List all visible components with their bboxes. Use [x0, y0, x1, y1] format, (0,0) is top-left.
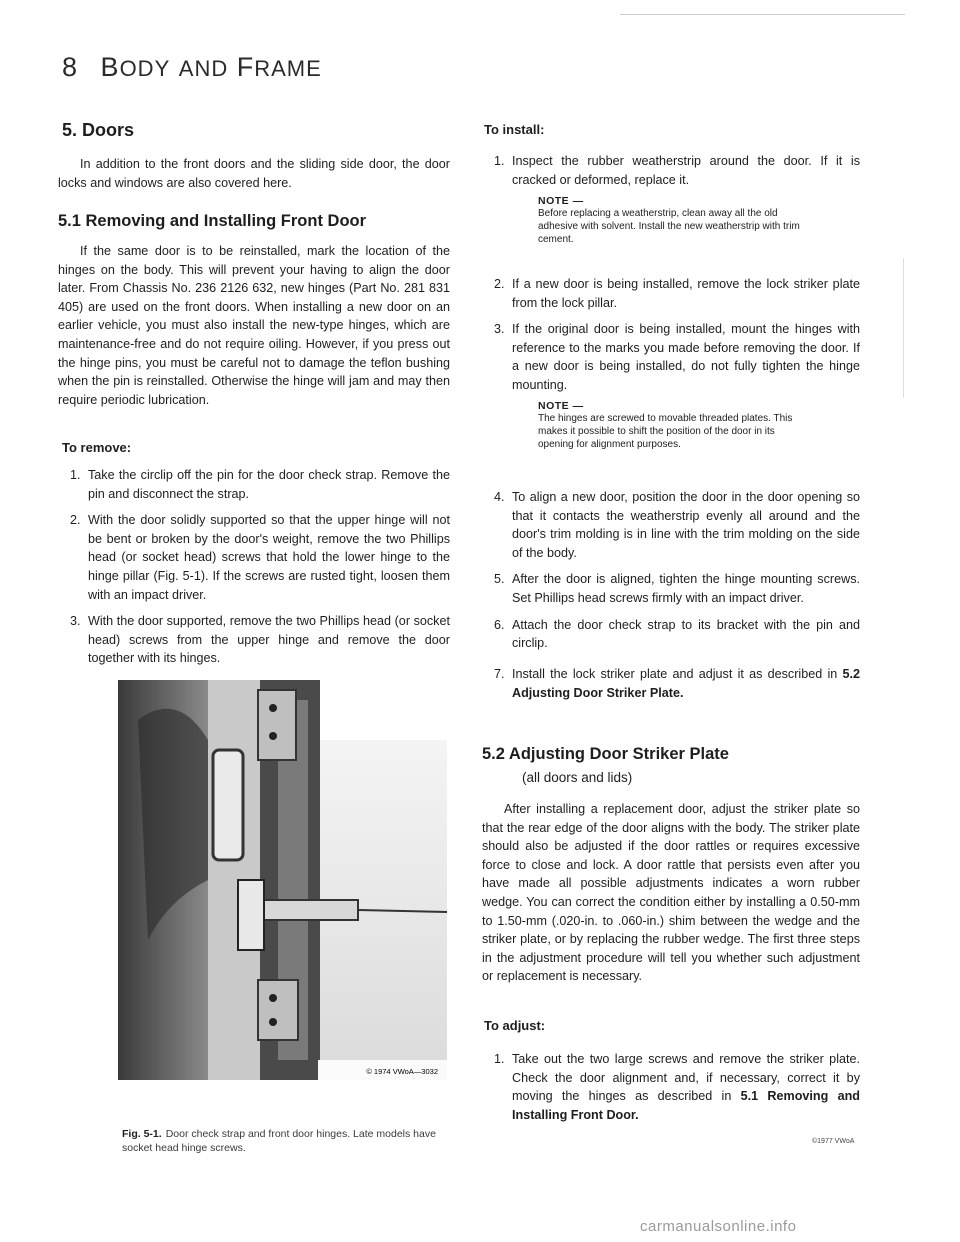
to-adjust-label: To adjust: — [484, 1018, 546, 1033]
note-hinges: NOTE — The hinges are screwed to movable threaded plates. This makes it possible to shift the position of the door in its opening for alignment purposes. — [538, 400, 808, 451]
page-number: 8 — [62, 52, 79, 82]
cross-reference: 5.2 Adjusting Door Striker Plate. — [512, 667, 860, 700]
margin-line — [903, 258, 904, 398]
list-item: 2. With the door solidly supported so that the upper hinge will not be bent or broken by the door's weight, remove the two Phillips head (or socket head) screws that hold the lower hinge to the hinge pillar (Fig. 5-1). If the screws are rusted tight, loosen them with an impact driver. — [70, 513, 450, 602]
doors-intro: In addition to the front doors and the sliding side door, the door locks and windows are also covered here. — [58, 157, 450, 190]
doors-heading: 5. Doors — [62, 120, 135, 140]
cross-reference: 5.1 Removing and Installing Front Door. — [512, 1089, 860, 1122]
install-step-7 — [482, 665, 860, 710]
list-item: 3. If the original door is being installed, mount the hinges with reference to the marks you made before removing the door. If a new door is being installed, do not fully tighten the hinge mounting. — [494, 322, 860, 392]
remove-steps — [58, 466, 450, 676]
section-5-2-paragraph: After installing a replacement door, adjust the striker plate so that the rear edge of the door aligns with the body. The striker plate should also be adjusted if the door rattles or requires excessive force to close and lock. A door rattle that persists even after you have made all possible adjustments indicates a worn rubber wedge. You can correct the condition either by installing a 0.50-mm to 1.50-mm (.020-in. to .060-in.) shim between the wedge and the striker plate, or by replacing the rubber wedge. The first three steps in the adjustment procedure will tell you whether such adjustment or replacement is necessary. — [482, 802, 860, 984]
footer-credit: ©1977 VWoA — [812, 1138, 855, 1145]
to-remove-label: To remove: — [62, 440, 132, 455]
page-header: 8 BODY AND FRAME — [62, 52, 322, 82]
install-steps-4-6 — [482, 488, 860, 661]
list-item: 1. Take out the two large screws and remove the striker plate. Check the door alignment and, if necessary, correct it by moving the hinges as described in 5.1 Removing and Installing Front Door. — [494, 1052, 860, 1122]
install-steps-2-3 — [482, 275, 860, 403]
figure-caption: Fig. 5-1. Door check strap and front door hinges. Late models have socket head hinge screws. — [122, 1128, 436, 1154]
note-weatherstrip: NOTE — Before replacing a weatherstrip, clean away all the old adhesive with solvent. Install the new weatherstrip with trim cement. — [538, 195, 808, 246]
adjust-steps — [482, 1050, 860, 1132]
list-item: 4. To align a new door, position the door in the door opening so that it contacts the weatherstrip evenly all around and the door's trim molding is in line with the trim molding on the side of the body. — [494, 490, 860, 560]
list-item: 6. Attach the door check strap to its bracket with the pin and circlip. — [494, 617, 860, 651]
figure-label: Fig. 5-1. — [122, 1128, 162, 1140]
list-item: 3. With the door supported, remove the two Phillips head (or socket head) screws from the upper hinge and remove the door together with its hinges. — [70, 614, 450, 666]
list-item: 7. Install the lock striker plate and adjust it as described in 5.2 Adjusting Door Striker Plate. — [494, 667, 860, 700]
to-install-label: To install: — [484, 122, 545, 137]
list-item: 1. Take the circlip off the pin for the door check strap. Remove the pin and disconnect the strap. — [70, 468, 450, 501]
list-item: 2. If a new door is being installed, remove the lock striker plate from the lock pillar. — [494, 277, 860, 310]
list-item: 5. After the door is aligned, tighten the hinge mounting screws. Set Phillips head screws firmly with an impact driver. — [494, 572, 860, 605]
list-item: 1. Inspect the rubber weatherstrip around the door. If it is cracked or deformed, replace it. — [494, 154, 860, 187]
door-hinge-photo — [118, 680, 447, 1080]
section-5-1-paragraph: If the same door is to be reinstalled, mark the location of the hinges on the body. This will prevent your having to align the door later. From Chassis No. 236 2126 632, new hinges (Part No. 281 831 405) are used on the front doors. When installing a new door on an earlier vehicle, you must also install the new-type hinges, which are maintenance-free and do not require oiling. However, if you press out the hinge pins, you must be careful not to damage the teflon bushing when the pin is reinstalled. Otherwise the hinge will jam and may then require periodic lubrication. — [58, 244, 450, 407]
watermark: carmanualsonline.info — [640, 1218, 797, 1235]
section-5-1-heading: 5.1 Removing and Installing Front Door — [58, 212, 367, 230]
section-5-2-subtitle: (all doors and lids) — [522, 770, 633, 785]
section-5-2-heading: 5.2 Adjusting Door Striker Plate — [482, 745, 729, 763]
photo-credit: © 1974 VWoA—3032 — [366, 1067, 438, 1076]
top-rule — [620, 14, 905, 15]
install-step-1 — [482, 152, 860, 197]
